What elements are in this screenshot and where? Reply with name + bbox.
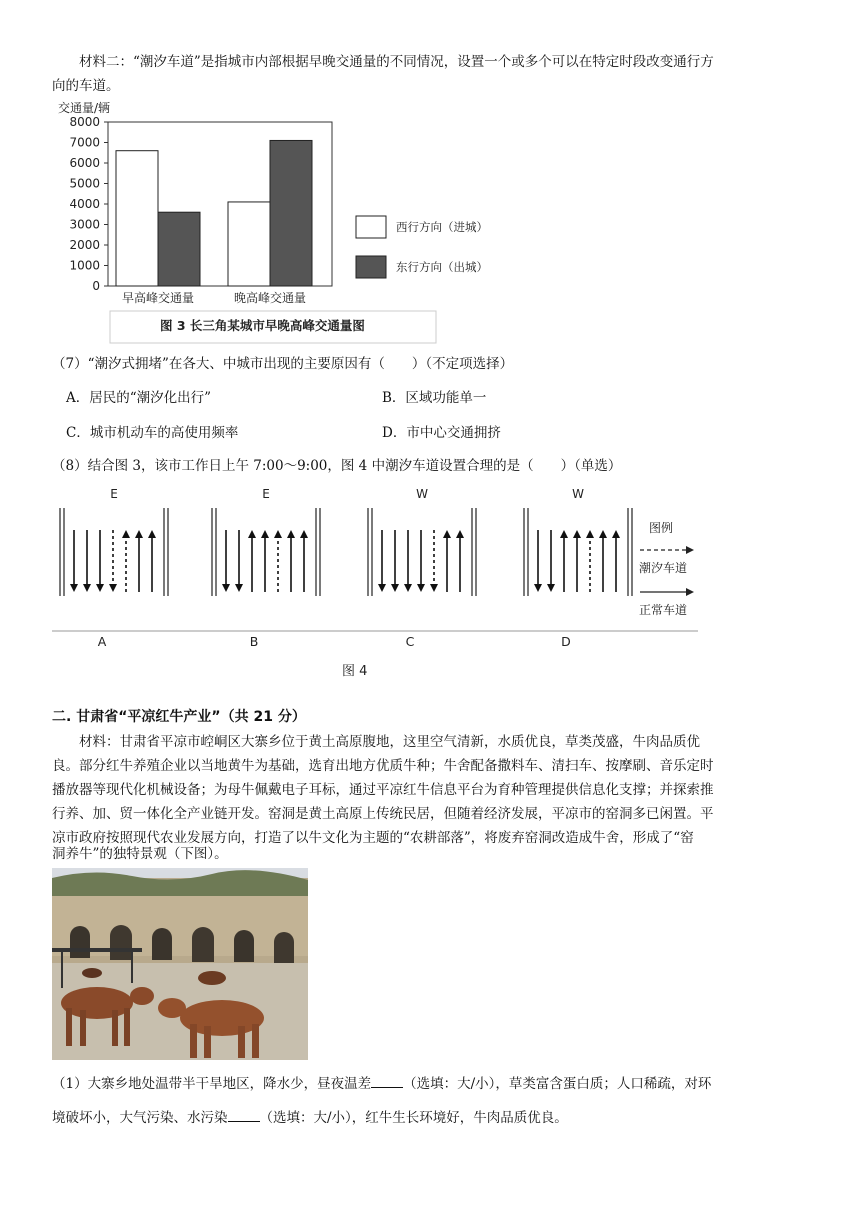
material2-line2: 向的车道。 <box>52 78 120 94</box>
lane-arrowhead-D-5 <box>599 530 607 538</box>
q8-stem: （8）结合图 3，该市工作日上午 7:00～9:00，图 4 中潮汐车道设置合理的是（ ）（单选） <box>52 458 622 474</box>
lane-arrowhead-B-5 <box>287 530 295 538</box>
lane-arrowhead-C-5 <box>443 530 451 538</box>
lane-arrowhead-B-1 <box>235 584 243 592</box>
legend-swatch-0 <box>356 216 386 238</box>
q7-option-a[interactable]: A．居民的“潮汐化出行” <box>66 390 212 406</box>
y-tick-label-7: 7000 <box>69 135 100 150</box>
legend-swatch-1 <box>356 256 386 278</box>
y-tick-label-1: 1000 <box>69 258 100 273</box>
section2-line-4: 凉市政府按照现代农业发展方向，打造了以牛文化为主题的“农耕部落”，将废弃窑洞改造成牛舍，形成了“窑 <box>52 830 694 846</box>
legend-title: 图例 <box>649 521 674 535</box>
q7-option-b[interactable]: B．区域功能单一 <box>382 390 487 406</box>
q7-stem: （7）“潮汐式拥堵”在各大、中城市出现的主要原因有（ ）（不定项选择） <box>52 356 514 372</box>
x-category-label-1: 晚高峰交通量 <box>233 291 307 305</box>
lane-arrowhead-C-3 <box>417 584 425 592</box>
lane-arrowhead-B-6 <box>300 530 308 538</box>
y-tick-label-2: 2000 <box>69 238 100 252</box>
chart-title: 图 3 长三角某城市早晚高峰交通量图 <box>160 318 365 333</box>
tidal-lane-diagram <box>52 482 752 682</box>
section2-line-0: 材料：甘肃省平凉市崆峒区大寨乡位于黄土高原腹地，这里空气清新，水质优良，草类茂盛，牛肉品质优 <box>79 734 700 750</box>
lane-arrowhead-A-3 <box>109 584 117 592</box>
y-tick-label-5: 5000 <box>69 176 100 191</box>
panel-label-C: C <box>405 634 415 649</box>
bar-1-1 <box>270 140 312 286</box>
lane-panel-D <box>524 487 632 649</box>
lane-arrowhead-A-5 <box>135 530 143 538</box>
lane-arrowhead-A-1 <box>83 584 91 592</box>
direction-label-B: E <box>262 487 270 501</box>
section2-line-1: 良。部分红牛养殖企业以当地黄牛为基础，选育出地方优质牛种；牛舍配备撒料车、清扫车、按摩刷、音乐定时 <box>52 758 714 774</box>
lane-arrowhead-B-0 <box>222 584 230 592</box>
y-tick-label-0: 0 <box>92 279 100 293</box>
x-category-label-0: 早高峰交通量 <box>121 291 195 305</box>
y-tick-label-3: 3000 <box>69 217 100 232</box>
q1-text-4: （选填：大/小），红牛生长环境好，牛肉品质优良。 <box>259 1110 568 1126</box>
q7-option-d[interactable]: D．市中心交通拥挤 <box>382 425 501 441</box>
q1-text-2: （选填：大/小），草类富含蛋白质；人口稀疏，对环 <box>403 1076 712 1092</box>
lane-arrowhead-D-2 <box>560 530 568 538</box>
direction-label-A: E <box>110 487 118 501</box>
direction-label-C: W <box>416 487 428 501</box>
lane-panel-C <box>368 487 476 649</box>
traffic-bar-chart <box>52 96 502 348</box>
legend-tidal-label: 潮汐车道 <box>639 561 688 575</box>
lane-arrowhead-D-3 <box>573 530 581 538</box>
panel-label-B: B <box>249 634 259 649</box>
lane-arrowhead-C-0 <box>378 584 386 592</box>
legend-normal-label: 正常车道 <box>639 603 688 617</box>
q1-text-1: （1）大寨乡地处温带半干旱地区，降水少，昼夜温差 <box>52 1076 372 1092</box>
y-tick-label-4: 4000 <box>69 197 100 211</box>
panel-label-A: A <box>97 634 107 649</box>
legend-label-0: 西行方向（进城） <box>396 220 488 234</box>
q1-line1 <box>52 1072 822 1096</box>
lane-arrowhead-A-0 <box>70 584 78 592</box>
lane-arrowhead-D-6 <box>612 530 620 538</box>
material2-line1: 材料二：“潮汐车道”是指城市内部根据早晚交通量的不同情况，设置一个或多个可以在特定时段改变通行方 <box>79 54 714 70</box>
cave-cattle-photo <box>52 868 308 1060</box>
lane-arrowhead-B-2 <box>248 530 256 538</box>
lane-arrowhead-B-3 <box>261 530 269 538</box>
lane-arrowhead-D-4 <box>586 530 594 538</box>
direction-label-D: W <box>572 487 584 501</box>
q1-text-3: 境破坏小，大气污染、水污染 <box>52 1110 228 1126</box>
y-tick-label-8: 8000 <box>69 115 100 129</box>
chart-ylabel: 交通量/辆 <box>58 101 111 115</box>
bar-1-0 <box>228 202 270 286</box>
bar-0-0 <box>116 151 158 286</box>
fig4-caption: 图 4 <box>342 664 368 679</box>
lane-arrowhead-A-2 <box>96 584 104 592</box>
y-tick-label-6: 6000 <box>69 156 100 170</box>
fig4-legend <box>639 520 694 617</box>
legend-label-1: 东行方向（出城） <box>396 260 488 274</box>
lane-panel-B <box>212 487 320 649</box>
q1-line2 <box>52 1106 822 1130</box>
lane-arrowhead-D-1 <box>547 584 555 592</box>
lane-arrowhead-C-4 <box>430 584 438 592</box>
lane-arrowhead-C-6 <box>456 530 464 538</box>
section2-line-3: 行养、加、贸一体化全产业链开发。窑洞是黄土高原上传统民居，但随着经济发展，平凉市的窑洞多已闲置。平 <box>52 806 714 822</box>
lane-arrowhead-B-4 <box>274 530 282 538</box>
bar-0-1 <box>158 212 200 286</box>
lane-arrowhead-C-1 <box>391 584 399 592</box>
q1-blank-2[interactable] <box>228 1107 260 1122</box>
section2-line-5: 洞养牛”的独特景观（下图）。 <box>52 846 228 862</box>
panel-label-D: D <box>561 634 571 649</box>
lane-arrowhead-A-4 <box>122 530 130 538</box>
section2-line-2: 播放器等现代化机械设备；为母牛佩戴电子耳标，通过平凉红牛信息平台为育种管理提供信息化支撑；并探索推 <box>52 782 714 798</box>
section2-heading: 二. 甘肃省“平凉红牛产业”（共 21 分） <box>52 709 306 725</box>
lane-arrowhead-A-6 <box>148 530 156 538</box>
lane-arrowhead-D-0 <box>534 584 542 592</box>
lane-arrowhead-C-2 <box>404 584 412 592</box>
q7-option-c[interactable]: C．城市机动车的高使用频率 <box>66 425 239 441</box>
lane-panel-A <box>60 487 168 649</box>
q1-blank-1[interactable] <box>371 1073 403 1088</box>
